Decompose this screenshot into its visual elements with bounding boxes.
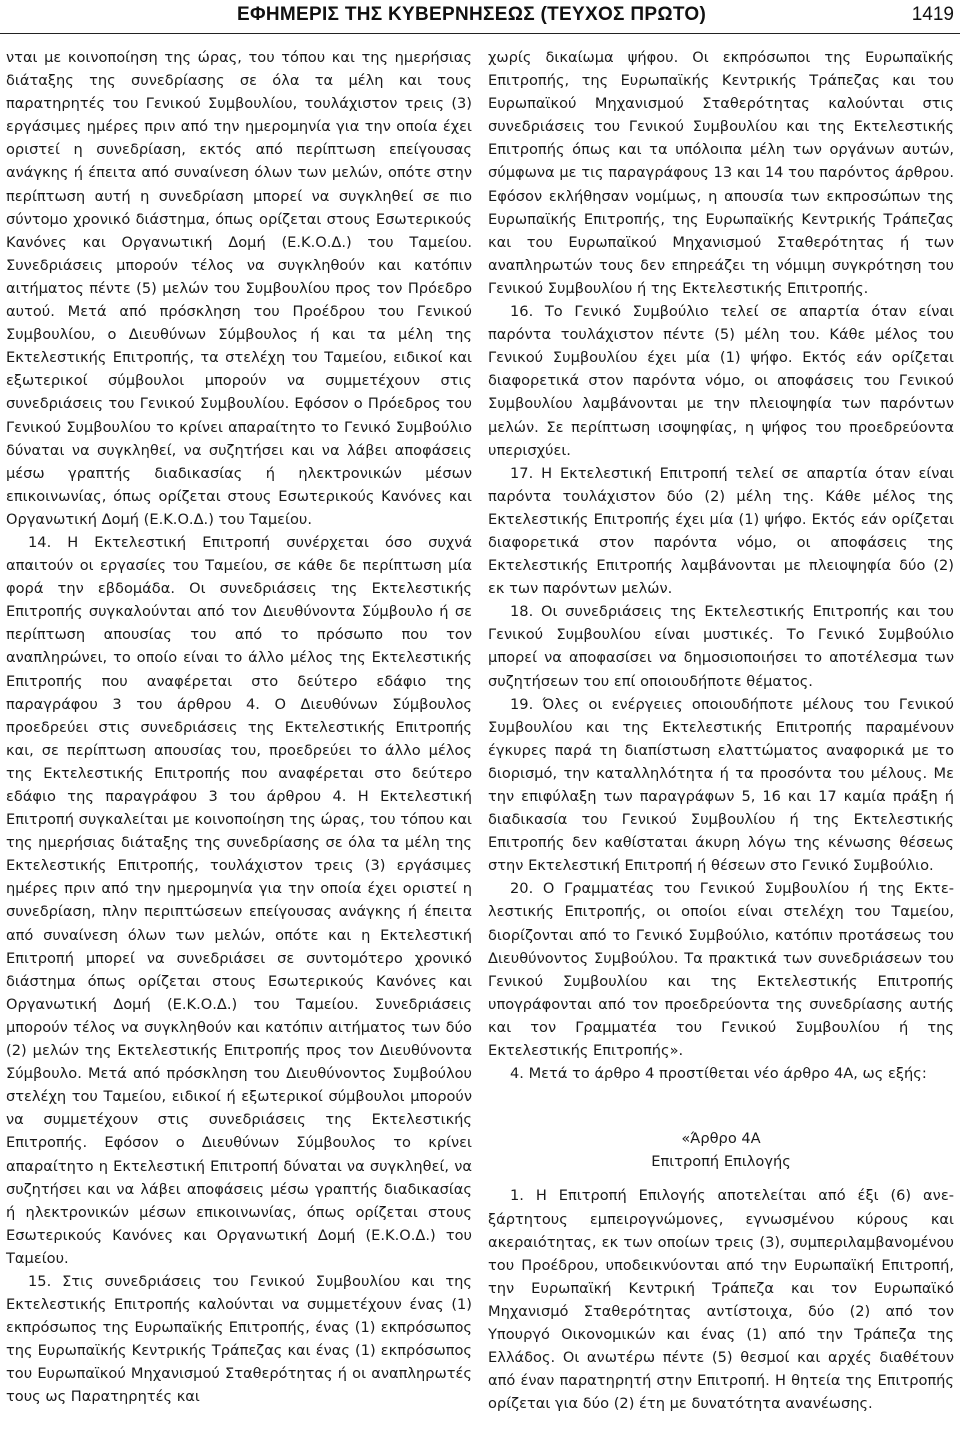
paragraph-17: 17. Η Εκτελεστική Επιτροπή τελεί σε απαρτία όταν είναι παρόντα τουλάχιστον δύο (2) μέλη της. Κάθε μέλος της Εκτελεστικής Επιτροπής έχει μία (1) ψήφο. Εκτός εάν ορίζεται διαφορετικά στον παρόντα νόμο, οι αποφάσεις της Εκτελεστικής Επιτροπής λαμβάνονται με πλειοψηφία δύο (2) εκ των παρόντων μελών. — [488, 464, 954, 598]
page-number: 1419 — [911, 4, 954, 25]
right-column — [488, 46, 954, 1415]
page-header — [0, 0, 960, 34]
amendment-4: 4. Μετά το άρθρο 4 προστίθεται νέο άρθρο 4Α, ως εξής: — [510, 1065, 927, 1083]
paragraph-16: 16. Το Γενικό Συμβούλιο τελεί σε απαρτία όταν είναι παρόντα τουλάχιστον πέντε (5) μέλη του. Κάθε μέλος του Γενικού Συμβουλίου έχει μία (1) ψήφο. Εκτός εάν ορίζεται διαφορετικά στον παρόντα νόμο, οι αποφάσεις του Γενικού Συμβουλίου λαμβάνονται με την πλειοψηφία των παρόντων μελών. Σε περίπτωση ισοψηφίας, η ψήφος του προεδρεύοντα υπερισχύει. — [488, 303, 954, 459]
journal-title: ΕΦΗΜΕΡΙΣ ΤΗΣ ΚΥΒΕΡΝΗΣΕΩΣ (ΤΕΥΧΟΣ ΠΡΩΤΟ) — [237, 4, 707, 25]
paragraph-18: 18. Οι συνεδριάσεις της Εκτελεστικής Επιτροπής και του Γενικού Συμβουλίου είναι μυστικές. Το Γενικό Συμβούλιο μπορεί να αποφασίσει να δημοσιοποιήσει το αποτέλεσμα των συζητήσεων του επί οποιουδήποτε θέματος. — [488, 603, 954, 690]
left-column — [6, 46, 472, 1409]
paragraph-continuation: νται με κοινοποίηση της ώρας, του τόπου και της ημερήσιας διάταξης της συνεδρίασης σε όλα τα μέλη και τους παρατηρητές του Γενικού Συμβουλίου, τουλάχιστον τρεις (3) εργάσιμες ημέρες πριν από την ημερομηνία για την οποία έχει οριστεί η συνεδρίαση, εκτός από περίπτωση επείγουσας ανάγκης ή έπειτα από συναίνεση όλων των μελών, οπότε στην περίπτωση αυτή η συνεδρίαση μπορεί να συγκληθεί σε πιο σύντομο χρονικό διάστημα, όπως ορίζεται στους Εσωτερικούς Κανόνες και Οργανωτική Δομή (Ε.Κ.Ο.Δ.) του Ταμείου. Συνεδριάσεις μπορούν τέλος να συγκληθούν και κατόπιν αιτήματος πέντε (5) μελών του Συμβουλίου προς τον Πρόεδρο αυτού. Μετά από πρόσκληση του Προέδρου του Γενικού Συμβουλίου, ο Διευθύνων Σύμβουλος ή και τα μέλη της Εκτελεστικής Επιτροπής, τα στελέχη του Ταμείου, ειδικοί και εξωτερικοί σύμβουλοι μπορούν να συμμετέχουν στις συνεδριάσεις του Γενικού Συμβουλίου. Εφόσον ο Πρόεδρος του Γενικού Συμβουλίου το κρίνει απαραίτητο το Γενικό Συμβούλιο δύναται να συγκληθεί, να συζητήσει και να λάβει αποφάσεις μέσω γραπτής διαδικασίας ή ηλεκτρονικών μέσων επικοινωνίας, όπως ορίζεται στους Εσωτερικούς Κανόνες και Οργανωτική Δομή (Ε.Κ.Ο.Δ.) του Ταμείου. — [6, 49, 472, 528]
header-divider — [0, 33, 960, 34]
article-subheading: Επιτροπή Επιλογής — [651, 1153, 791, 1171]
paragraph-14: 14. Η Εκτελεστική Επιτροπή συνέρχεται όσο συχνά απαιτούν οι εργασίες του Ταμείου, σε κάθε δε περίπτωση μία φορά την εβδομάδα. Οι συνεδριάσεις της Εκτελεστικής Επιτροπής συγκαλούνται από τον Διευθύνοντα Σύμβουλο ή σε περίπτωση απουσίας του από το πρόσωπο που τον αναπληρώνει, το οποίο είναι το άλλο μέλος της Εκτελεστικής Επιτροπής που αναφέρεται στο δεύτερο εδάφιο της παραγράφου 3 του άρθρου 4. Ο Διευθύνων Σύμβουλος προεδρεύει στις συνεδριάσεις της Εκτελεστικής Επιτροπής και, σε περίπτωση απουσίας του, προεδρεύει το άλλο μέλος της Εκτελεστικής Επιτροπής που αναφέρεται στο δεύτερο εδάφιο της παραγράφου 3 του άρθρου 4. Η Εκτελεστική Επιτροπή συγκαλείται με κοινοποίηση της ώρας, του τόπου και της ημερήσιας διάταξης της συνεδρίασης σε όλα τα μέλη της Εκτελεστικής Επιτροπής, τουλάχιστον τρεις (3) εργάσιμες ημέρες πριν από την ημερομηνία για την οποία έχει οριστεί η συνεδρίαση, πλην περιπτώσεων επείγουσας ανάγκης ή έπειτα από συναίνεση όλων των μελών, οπότε και η Εκτελεστική Επιτροπή μπορεί να συνεδριάσει σε συντομότερο χρονικό διάστημα όπως ορίζεται στους Εσωτερικούς Κανόνες και Οργανωτική Δομή (Ε.Κ.Ο.Δ.) του Ταμείου. Συνεδριάσεις μπορούν τέλος να συγκληθούν και κατόπιν αιτήματος των δύο (2) μελών της Εκτελεστικής Επιτροπής προς τον Διευθύνοντα Σύμβουλο. Μετά από πρόσκληση του Διευθύνοντος Συμβούλου στελέχη του Ταμείου, ειδικοί ή εξωτερικοί σύμβουλοι μπορούν να συμμετέχουν στις συνεδριάσεις της Εκτελεστικής Επιτροπής. Εφόσον ο Διευθύνων Σύμβουλος το κρίνει απαραίτητο η Εκτελεστική Επιτροπή δύναται να συγκληθεί, να συζητήσει και να λάβει αποφάσεις μέσω γραπτής διαδικασίας ή ηλεκτρονικών μέσων επικοινωνίας, όπως ορίζεται στους Εσωτερικούς Κανόνες και Οργανωτική Δομή (Ε.Κ.Ο.Δ.) του Ταμείου. — [6, 533, 472, 1267]
paragraph-20: 20. Ο Γραμματέας του Γενικού Συμβουλίου ή της Εκτελεστικής Επιτροπής, οι οποίοι είναι στελέχη του Ταμείου, διορίζονται από το Γενικό Συμβούλιο, κατόπιν προτάσεως του Διευθύνοντος Συμβούλου. Τα πρακτικά των συνεδριάσεων του Γενικού Συμβουλίου και της Εκτελεστικής Επιτροπής υπογράφονται από τον προεδρεύοντα της συνεδρίασης αυτής και τον Γραμματέα του Γενικού Συμβουλίου ή της Εκτελεστικής Επιτροπής». — [488, 880, 954, 1060]
paragraph-15-continuation: χωρίς δικαίωμα ψήφου. Οι εκπρόσωποι της Ευρωπαϊκής Επιτροπής, της Ευρωπαϊκής Κεντρικής Τράπεζας και του Ευρωπαϊκού Μηχανισμού Σταθερότητας καλούνται στις συνεδριάσεις του Γενικού Συμβουλίου και της Εκτελεστικής Επιτροπής όπως και τα υπόλοιπα μέλη των οργάνων αυτών, σύμφωνα με τις παραγράφους 13 και 14 του παρόντος άρθρου. Εφόσον εκλήθησαν νομίμως, η απουσία των εκπροσώπων της Ευρωπαϊκής Επιτροπής, της Ευρωπαϊκής Κεντρικής Τράπεζας και του Ευρωπαϊκού Μηχανισμού Σταθερότητας ή των αναπληρωτών τους δεν επηρεάζει τη νόμιμη συγκρότηση του Γενικού Συμβουλίου ή της Εκτελεστικής Επιτροπής. — [488, 49, 954, 297]
article-heading: «Άρθρο 4Α — [681, 1130, 761, 1148]
paragraph-19: 19. Όλες οι ενέργειες οποιουδήποτε μέλους του Γενικού Συμβουλίου και της Εκτελεστικής Επιτροπής παραμένουν έγκυρες παρά τη διαπίστωση ελαττώματος αναφορικά με το διορισμό, την καταλληλότητα ή τα προσόντα του μέλους. Με την επιφύλαξη των παραγράφων 5, 16 και 17 καμία πράξη ή διαδικασία του Γενικού Συμβουλίου ή της Εκτελεστικής Επιτροπής δεν καθίσταται άκυρη λόγω της κένωσης θέσεως στην Εκτελεστική Επιτροπή ή θέσεων στο Γενικό Συμβούλιο. — [488, 695, 954, 875]
article-4a-paragraph-1: 1. Η Επιτροπή Επιλογής αποτελείται από έξι (6) ανεξάρτητους εμπειρογνώμονες, εγνωσμένου κύρους και ακεραιότητας, εκ των οποίων τρεις (3), συμπεριλαμβανομένου του Προέδρου, υποδεικνύονται από την Ευρωπαϊκή Επιτροπή, την Ευρωπαϊκή Κεντρική Τράπεζα και τον Ευρωπαϊκό Μηχανισμό Σταθερότητας αντίστοιχα, δύο (2) από τον Υπουργό Οικονομικών και ένας (1) από την Τράπεζα της Ελλάδος. Οι ανωτέρω πέντε (5) θεσμοί και αρχές διαθέτουν από έναν παρατηρητή στην Επιτροπή. Η θητεία της Επιτροπής ορίζεται για δύο (2) έτη με δυνατότητα ανανέωσης. — [488, 1187, 954, 1413]
paragraph-15: 15. Στις συνεδριάσεις του Γενικού Συμβουλίου και της Εκτελεστικής Επιτροπής καλούνται να συμμετέχουν ένας (1) εκπρόσωπος της Ευρωπαϊκής Επιτροπής, ένας (1) εκπρόσωπος της Ευρωπαϊκής Κεντρικής Τράπεζας και ένας (1) εκπρόσωπος του Ευρωπαϊκού Μηχανισμού Σταθερότητας ή οι αναπληρωτές τους ως Παρατηρητές και — [6, 1272, 472, 1406]
